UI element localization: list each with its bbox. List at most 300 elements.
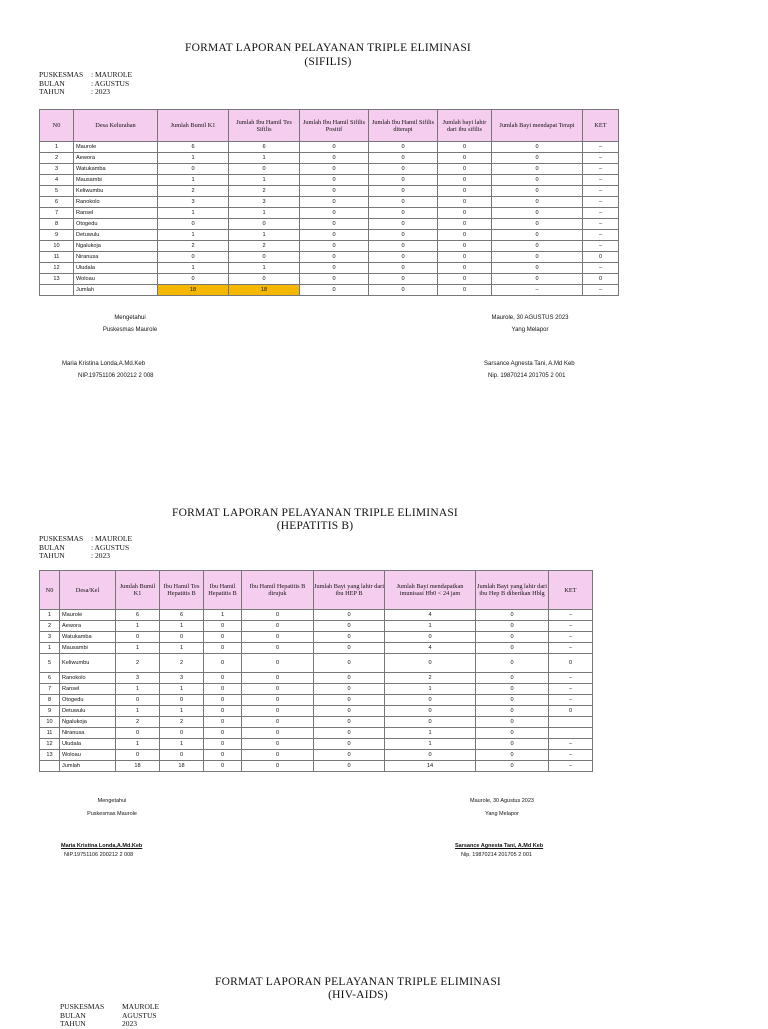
table-cell: 0 (549, 706, 593, 717)
table-cell: 1 (385, 621, 476, 632)
table-cell: 1 (229, 230, 300, 241)
table-cell: 0 (229, 252, 300, 263)
hepatitis-report-table (39, 570, 593, 772)
reporter-nip: Nip. 19870214 201705 2 001 (488, 373, 566, 379)
village-name-cell: Jumlah (74, 285, 158, 296)
table-cell: 0 (369, 164, 438, 175)
table-cell: 0 (242, 610, 314, 621)
table-cell: 0 (242, 621, 314, 632)
table-cell: 0 (158, 219, 229, 230)
table-cell: 4 (385, 643, 476, 654)
table-cell: 1 (116, 706, 160, 717)
table-cell: – (549, 673, 593, 684)
approver-nip: NIP.19751106 200212 2 008 (64, 852, 134, 858)
table-cell: 0 (492, 208, 583, 219)
table-cell: 0 (369, 208, 438, 219)
table-cell: 0 (204, 695, 242, 706)
table-cell: – (583, 230, 619, 241)
table-cell: 0 (476, 632, 549, 643)
table-cell: 0 (204, 750, 242, 761)
table-cell: 0 (438, 186, 492, 197)
table-cell: 0 (204, 684, 242, 695)
hepatitis-report-subtitle: (HEPATITIS B) (276, 520, 354, 532)
table-cell: – (549, 761, 593, 772)
village-name-cell: Woloau (60, 750, 116, 761)
column-header: Ibu Hamil Hepatitis B dirujuk (242, 571, 314, 610)
table-cell: 0 (476, 654, 549, 673)
table-cell: 0 (492, 164, 583, 175)
table-cell: 0 (242, 684, 314, 695)
reporter-name: Sarsance Agnesta Tani, A.Md Keb (455, 843, 544, 849)
table-row (40, 230, 619, 241)
table-cell: 0 (369, 142, 438, 153)
table-cell: 3 (116, 673, 160, 684)
table-cell: 1 (160, 684, 204, 695)
table-cell: 0 (314, 610, 385, 621)
village-name-cell: Ngalukoja (74, 241, 158, 252)
table-cell: 6 (160, 610, 204, 621)
table-cell: 0 (476, 621, 549, 632)
village-name-cell: Keliwumbu (60, 654, 116, 673)
table-cell (40, 285, 74, 296)
table-row (40, 632, 593, 643)
table-cell: 7 (40, 208, 74, 219)
village-name-cell: Otogedu (60, 695, 116, 706)
table-cell: 1 (385, 739, 476, 750)
village-name-cell: Woloau (74, 274, 158, 285)
hepatitis-reporter-signature (455, 843, 543, 859)
table-cell: 0 (204, 643, 242, 654)
table-cell: 0 (369, 285, 438, 296)
column-header: Ibu Hamil Hepatitis B (204, 571, 242, 610)
table-cell: 0 (492, 175, 583, 186)
table-cell: 0 (492, 230, 583, 241)
table-cell: 2 (229, 186, 300, 197)
table-cell: 0 (549, 654, 593, 673)
table-cell: 0 (300, 164, 369, 175)
table-cell: 0 (242, 717, 314, 728)
table-cell: 14 (385, 761, 476, 772)
table-cell: 1 (116, 684, 160, 695)
table-cell: – (583, 263, 619, 274)
column-header: Jumlah bayi lahir dari ibu sifilis (438, 110, 492, 142)
table-cell: 1 (385, 728, 476, 739)
hepatitis-approver-signature (61, 843, 142, 859)
table-cell: 2 (158, 241, 229, 252)
table-cell: 0 (204, 761, 242, 772)
table-cell: – (583, 241, 619, 252)
table-cell: 1 (116, 621, 160, 632)
table-cell: 1 (116, 643, 160, 654)
village-name-cell: Niranusa (60, 728, 116, 739)
table-cell: 0 (314, 632, 385, 643)
table-cell: 0 (476, 717, 549, 728)
table-cell: 0 (204, 739, 242, 750)
table-cell: 0 (242, 673, 314, 684)
table-cell: 13 (40, 750, 60, 761)
table-cell: 0 (242, 761, 314, 772)
table-cell: – (583, 142, 619, 153)
column-header: N0 (40, 571, 60, 610)
table-cell: 0 (369, 175, 438, 186)
table-cell: 0 (438, 142, 492, 153)
table-cell: 1 (385, 684, 476, 695)
table-cell: – (549, 621, 593, 632)
table-cell: 0 (583, 252, 619, 263)
village-name-cell: Detuwulu (60, 706, 116, 717)
table-cell: 0 (300, 142, 369, 153)
approver-org: Puskesmas Maurole (102, 327, 158, 333)
table-cell: 12 (40, 739, 60, 750)
village-name-cell: Ransel (74, 208, 158, 219)
approver-caption: Mengetahui (97, 798, 127, 804)
table-cell: 1 (204, 610, 242, 621)
table-row (40, 186, 619, 197)
reporter-nip: Nip. 19870214 201705 2 001 (461, 852, 532, 858)
table-cell: 9 (40, 706, 60, 717)
table-row (40, 643, 593, 654)
table-cell: 2 (116, 654, 160, 673)
table-cell: 1 (40, 142, 74, 153)
table-cell: 10 (40, 717, 60, 728)
table-cell: 0 (369, 186, 438, 197)
table-cell: 0 (314, 728, 385, 739)
table-cell: 0 (229, 219, 300, 230)
hiv-report-title: FORMAT LAPORAN PELAYANAN TRIPLE ELIMINASI (215, 976, 501, 988)
table-cell: 0 (300, 263, 369, 274)
table-cell: 1 (160, 706, 204, 717)
village-name-cell: Uludala (60, 739, 116, 750)
table-cell: 0 (476, 706, 549, 717)
table-cell: 0 (438, 219, 492, 230)
table-cell: 2 (160, 654, 204, 673)
table-cell: 2 (229, 241, 300, 252)
table-cell: 0 (160, 695, 204, 706)
table-cell: 0 (492, 263, 583, 274)
hepatitis-approver-block (62, 798, 162, 818)
table-cell: 1 (158, 153, 229, 164)
table-cell: 0 (242, 706, 314, 717)
table-row (40, 274, 619, 285)
table-cell: – (583, 175, 619, 186)
table-cell: 0 (492, 241, 583, 252)
table-cell: 6 (158, 142, 229, 153)
table-cell: 6 (40, 673, 60, 684)
table-cell: 13 (40, 274, 74, 285)
table-cell: – (549, 750, 593, 761)
column-header: Jumlah Bumil K1 (116, 571, 160, 610)
table-cell: 0 (476, 728, 549, 739)
table-cell: 0 (438, 175, 492, 186)
approver-name: Maria Kristina Londa,A.Md.Keb (62, 361, 146, 367)
table-cell: – (492, 285, 583, 296)
table-cell: 6 (229, 142, 300, 153)
village-name-cell: Watukamba (60, 632, 116, 643)
table-cell (40, 761, 60, 772)
table-cell: 0 (369, 241, 438, 252)
table-cell: 0 (438, 252, 492, 263)
column-header: Jumlah Bayi yang lahir dari ibu Hep B diberikan Hblg (476, 571, 549, 610)
table-cell: 9 (40, 230, 74, 241)
column-header: Jumlah Ibu Hamil Sifilis diterapi (369, 110, 438, 142)
village-name-cell: Ranokolo (60, 673, 116, 684)
table-row (40, 142, 619, 153)
table-cell: 2 (116, 717, 160, 728)
table-cell: 0 (492, 186, 583, 197)
table-cell: 3 (40, 164, 74, 175)
table-cell: 0 (300, 285, 369, 296)
sifilis-reporter-block (470, 314, 590, 334)
table-cell: 0 (300, 197, 369, 208)
table-cell: 0 (242, 695, 314, 706)
hiv-report-subtitle: (HIV-AIDS) (328, 989, 388, 1001)
table-cell: 3 (160, 673, 204, 684)
table-cell: 0 (369, 252, 438, 263)
table-cell: 0 (314, 643, 385, 654)
table-cell: 0 (300, 186, 369, 197)
table-cell: 2 (40, 621, 60, 632)
table-cell: 0 (492, 274, 583, 285)
table-row (40, 706, 593, 717)
table-row (40, 684, 593, 695)
table-cell: 0 (314, 739, 385, 750)
table-cell: 0 (369, 153, 438, 164)
village-name-cell: Watukamba (74, 164, 158, 175)
table-cell: 11 (40, 728, 60, 739)
table-cell: 18 (160, 761, 204, 772)
village-name-cell: Aewora (60, 621, 116, 632)
table-cell: 0 (314, 750, 385, 761)
sifilis-meta: PUSKESMAS : MAUROLE BULAN : AGUSTUS TAHUN : 2023 (39, 70, 133, 96)
column-header: Jumlah Ibu Hamil Tes Sifilis (229, 110, 300, 142)
table-cell: 0 (300, 241, 369, 252)
column-header: Jumlah Bayi yang lahir dari ibu HEP B (314, 571, 385, 610)
table-cell: 0 (229, 164, 300, 175)
table-row (40, 750, 593, 761)
report-date: Maurole, 30 AGUSTUS 2023 (491, 315, 569, 321)
table-cell: – (549, 643, 593, 654)
table-cell: 1 (229, 153, 300, 164)
table-cell: 0 (204, 621, 242, 632)
table-row (40, 739, 593, 750)
table-cell: – (583, 285, 619, 296)
table-cell: 0 (158, 164, 229, 175)
table-row (40, 153, 619, 164)
table-cell: 0 (242, 654, 314, 673)
column-header: Jumlah Bumil K1 (158, 110, 229, 142)
table-cell: 0 (438, 164, 492, 175)
table-cell: 0 (492, 142, 583, 153)
table-cell: 1 (160, 643, 204, 654)
table-cell: – (549, 739, 593, 750)
table-row (40, 610, 593, 621)
table-cell: 0 (385, 632, 476, 643)
village-name-cell: Maurole (74, 142, 158, 153)
table-cell: 1 (116, 739, 160, 750)
table-cell: 0 (314, 673, 385, 684)
table-cell: 1 (158, 208, 229, 219)
table-cell: 0 (300, 274, 369, 285)
table-cell: 2 (160, 717, 204, 728)
table-cell: 0 (242, 750, 314, 761)
table-cell: 4 (40, 175, 74, 186)
table-cell: 0 (314, 761, 385, 772)
table-cell: 0 (385, 654, 476, 673)
village-name-cell: Uludala (74, 263, 158, 274)
table-cell: 0 (476, 761, 549, 772)
table-cell: – (583, 197, 619, 208)
table-cell: 1 (160, 621, 204, 632)
table-cell: – (583, 153, 619, 164)
table-cell: 18 (229, 285, 300, 296)
table-cell: 12 (40, 263, 74, 274)
table-cell: 2 (158, 186, 229, 197)
table-cell: 1 (40, 610, 60, 621)
table-cell: – (549, 684, 593, 695)
table-cell: – (583, 186, 619, 197)
table-cell: – (549, 695, 593, 706)
hepatitis-reporter-block (452, 798, 552, 818)
table-cell: – (549, 610, 593, 621)
table-cell: 3 (229, 197, 300, 208)
table-cell: 0 (385, 706, 476, 717)
village-name-cell: Ransel (60, 684, 116, 695)
table-cell: 3 (158, 197, 229, 208)
table-cell: 0 (204, 728, 242, 739)
table-cell: 1 (229, 263, 300, 274)
village-name-cell: Ngalukoja (60, 717, 116, 728)
table-cell: 0 (314, 621, 385, 632)
table-cell: 0 (314, 695, 385, 706)
column-header: KET (583, 110, 619, 142)
table-cell: 0 (116, 750, 160, 761)
sifilis-report-table (39, 109, 619, 296)
table-cell: 0 (476, 610, 549, 621)
table-cell: 0 (300, 219, 369, 230)
table-cell: 0 (476, 739, 549, 750)
sifilis-approver-signature (62, 360, 154, 380)
table-cell: – (583, 164, 619, 175)
table-cell (549, 717, 593, 728)
table-cell: 7 (40, 684, 60, 695)
approver-org: Puskesmas Maurole (87, 811, 137, 817)
table-cell: 8 (40, 695, 60, 706)
table-cell: 0 (242, 632, 314, 643)
column-header: N0 (40, 110, 74, 142)
village-name-cell: Jumlah (60, 761, 116, 772)
table-cell: 18 (158, 285, 229, 296)
table-cell: 0 (300, 252, 369, 263)
village-name-cell: Keliwumbu (74, 186, 158, 197)
table-cell: 1 (158, 175, 229, 186)
table-cell: 0 (492, 219, 583, 230)
table-cell: 2 (40, 153, 74, 164)
table-row (40, 208, 619, 219)
table-cell: 1 (158, 263, 229, 274)
reporter-caption: Yang Melapor (485, 811, 519, 817)
table-row (40, 241, 619, 252)
table-cell: – (583, 219, 619, 230)
table-cell: 0 (204, 632, 242, 643)
table-cell: 0 (369, 230, 438, 241)
table-cell: 0 (314, 684, 385, 695)
table-cell: 0 (204, 717, 242, 728)
table-cell: 18 (116, 761, 160, 772)
table-cell: 0 (369, 274, 438, 285)
reporter-caption: Yang Melapor (511, 327, 549, 333)
table-cell: 0 (476, 673, 549, 684)
column-header: Ibu Hamil Tes Hepatitis B (160, 571, 204, 610)
table-cell: 0 (385, 695, 476, 706)
table-cell: 0 (204, 706, 242, 717)
table-cell: 0 (369, 197, 438, 208)
table-cell: 0 (385, 717, 476, 728)
village-name-cell: Aewora (74, 153, 158, 164)
table-cell: 5 (40, 186, 74, 197)
table-cell: 1 (160, 739, 204, 750)
sifilis-report-subtitle: (SIFILIS) (304, 56, 352, 68)
table-cell: 0 (116, 695, 160, 706)
table-cell: 10 (40, 241, 74, 252)
table-cell: 0 (160, 750, 204, 761)
table-cell: 6 (116, 610, 160, 621)
table-cell: 1 (229, 175, 300, 186)
total-row (40, 761, 593, 772)
column-header: Desa/Kel (60, 571, 116, 610)
table-cell: 0 (242, 728, 314, 739)
table-cell: 0 (438, 208, 492, 219)
table-cell: – (549, 632, 593, 643)
table-cell: 0 (314, 706, 385, 717)
table-row (40, 175, 619, 186)
table-cell: 0 (476, 695, 549, 706)
table-cell: 0 (492, 197, 583, 208)
village-name-cell: Niranusa (74, 252, 158, 263)
table-cell: 0 (300, 230, 369, 241)
table-row (40, 695, 593, 706)
table-cell: 0 (438, 197, 492, 208)
table-row (40, 717, 593, 728)
table-cell: 0 (160, 728, 204, 739)
table-cell: 0 (314, 654, 385, 673)
table-cell: 0 (476, 750, 549, 761)
total-row (40, 285, 619, 296)
table-row (40, 219, 619, 230)
village-name-cell: Ranokolo (74, 197, 158, 208)
table-cell: 0 (438, 285, 492, 296)
table-row (40, 164, 619, 175)
column-header: Jumlah Bayi mendapat Terapi (492, 110, 583, 142)
approver-name: Maria Kristina Londa,A.Md.Keb (61, 843, 143, 849)
table-cell: – (583, 208, 619, 219)
table-cell: 0 (242, 643, 314, 654)
report-date: Maurole, 30 Agustus 2023 (470, 798, 534, 804)
table-cell: 0 (476, 643, 549, 654)
table-cell: 6 (40, 197, 74, 208)
reporter-name: Sarsance Agnesta Tani, A.Md Keb (484, 361, 575, 367)
table-cell: 0 (583, 274, 619, 285)
table-cell: 0 (160, 632, 204, 643)
village-name-cell: Mausambi (74, 175, 158, 186)
table-cell: 1 (229, 208, 300, 219)
table-row (40, 621, 593, 632)
table-cell: 0 (369, 219, 438, 230)
table-cell: 0 (438, 263, 492, 274)
table-cell: 0 (438, 230, 492, 241)
column-header: Desa Kelurahan (74, 110, 158, 142)
village-name-cell: Mausambi (60, 643, 116, 654)
table-cell: 0 (158, 274, 229, 285)
